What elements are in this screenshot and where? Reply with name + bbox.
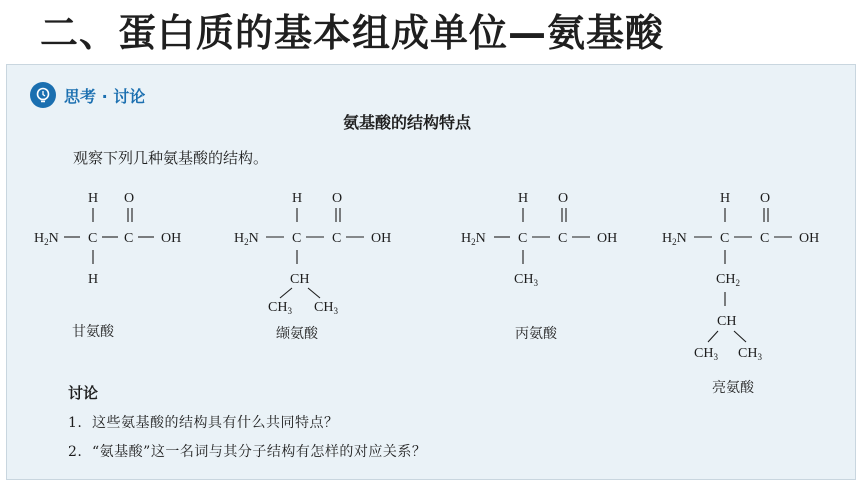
svg-text:OH: OH — [371, 231, 392, 246]
svg-text:O: O — [124, 191, 135, 206]
svg-text:O: O — [558, 191, 569, 206]
question-number: 1. — [68, 415, 83, 431]
amino-acid-name: 缬氨酸 — [276, 326, 318, 342]
svg-text:CH3: $CH_3$ — [738, 346, 762, 362]
svg-text:CH3: $CH_3$ — [314, 300, 338, 316]
svg-text:CH: CH — [290, 272, 310, 287]
svg-text:O: O — [760, 191, 771, 206]
svg-text:H: H — [518, 191, 529, 206]
svg-text:C: C — [88, 231, 98, 246]
svg-text:H2N: $H_2N$ — [234, 231, 259, 247]
svg-text:OH: OH — [597, 231, 618, 246]
svg-text:OH: OH — [161, 231, 182, 246]
question-text: 这些氨基酸的结构具有什么共同特点？ — [92, 415, 339, 431]
svg-text:H: H — [88, 191, 99, 206]
svg-text:H2N: $H_2N$ — [34, 231, 59, 247]
svg-text:CH3: $CH_3$ — [694, 346, 718, 362]
svg-text:C: C — [124, 231, 134, 246]
svg-text:H2N: $H_2N$ — [662, 231, 687, 247]
svg-text:O: O — [332, 191, 343, 206]
alanine-structure — [461, 191, 617, 288]
svg-text:CH: CH — [717, 314, 737, 329]
svg-text:H: H — [292, 191, 303, 206]
svg-text:C: C — [518, 231, 528, 246]
svg-text:CH3: $CH_3$ — [514, 272, 538, 288]
svg-text:C: C — [558, 231, 568, 246]
svg-text:H: H — [720, 191, 731, 206]
badge-label: 思考 · 讨论 — [64, 86, 146, 106]
discussion-label: 讨论 — [68, 384, 99, 402]
svg-text:OH: OH — [799, 231, 820, 246]
svg-text:H2N: $H_2N$ — [461, 231, 486, 247]
svg-text:CH3: $CH_3$ — [268, 300, 292, 316]
svg-text:C: C — [760, 231, 770, 246]
intro-text: 观察下列几种氨基酸的结构。 — [73, 149, 269, 167]
discussion-question — [68, 441, 426, 461]
svg-text:C: C — [292, 231, 302, 246]
slide-title: 二、蛋白质的基本组成单位—氨基酸 — [40, 11, 665, 55]
svg-text:C: C — [720, 231, 730, 246]
question-text: “氨基酸”这一名词与其分子结构有怎样的对应关系？ — [92, 444, 427, 460]
svg-text:H: H — [88, 272, 99, 287]
glycine-structure — [34, 191, 181, 287]
amino-acid-name: 甘氨酸 — [72, 324, 114, 340]
amino-acid-name: 亮氨酸 — [712, 380, 754, 396]
svg-text:CH2: $CH_2$ — [716, 272, 740, 288]
question-number: 2. — [68, 444, 83, 460]
leucine-structure — [662, 191, 819, 362]
discussion-question — [68, 412, 339, 432]
section-title: 氨基酸的结构特点 — [343, 113, 472, 132]
svg-text:C: C — [332, 231, 342, 246]
valine-structure — [234, 191, 391, 316]
amino-acid-name: 丙氨酸 — [515, 326, 557, 342]
